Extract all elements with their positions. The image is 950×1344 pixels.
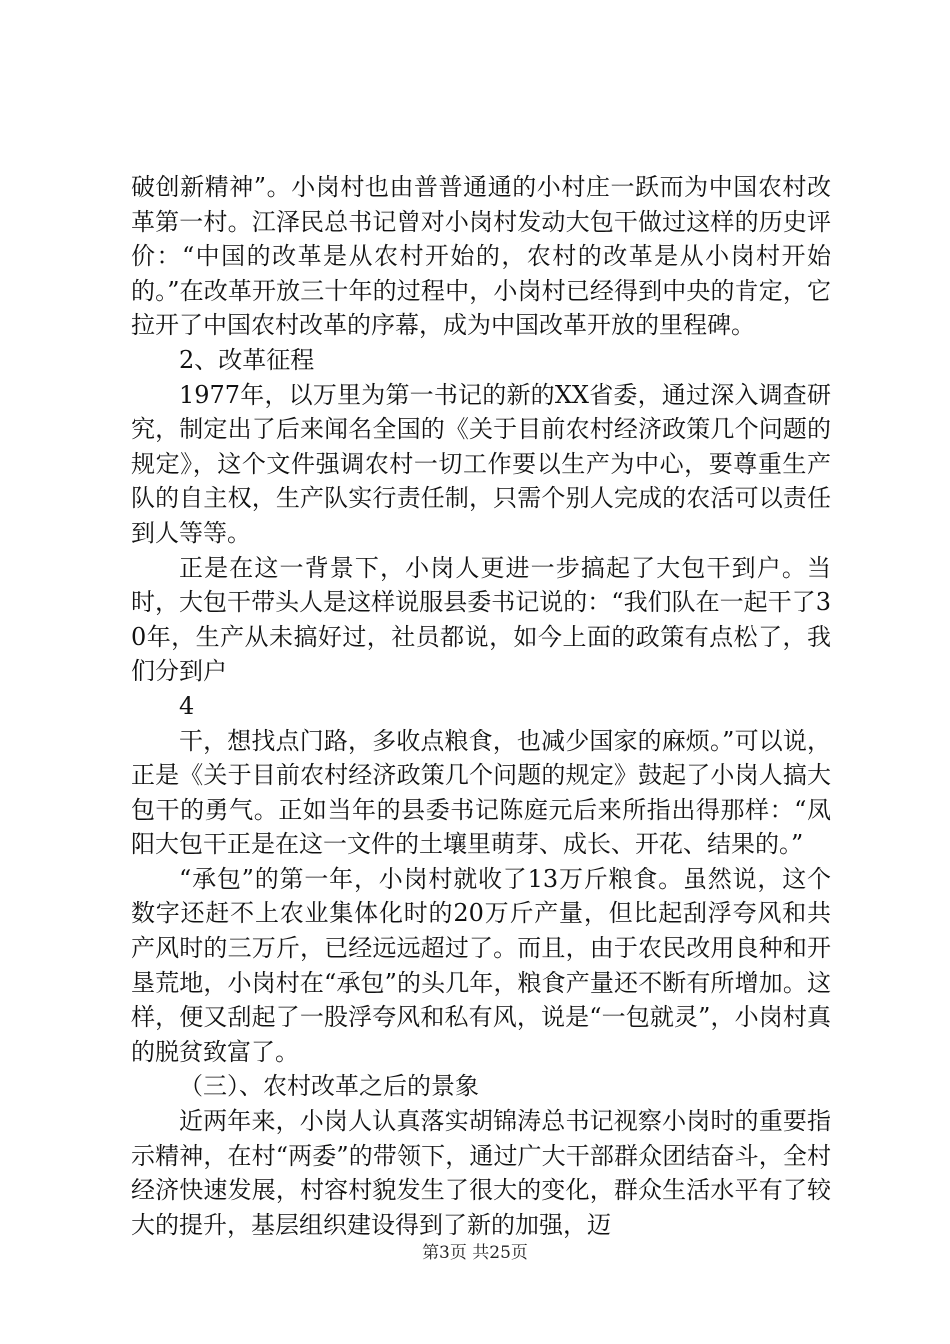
paragraph-recent-years: 近两年来，小岗人认真落实胡锦涛总书记视察小岗时的重要指示精神，在村“两委”的带领下，通过广大干部群众团结奋斗，全村经济快速发展，村容村貌发生了很大的变化，群众生活水平有了较大的提升，基层组织建设得到了新的加强，迈: [131, 1107, 831, 1239]
paragraph-contract-first-year: “承包”的第一年，小岗村就收了13万斤粮食。虽然说，这个数字还赶不上农业集体化时的20万斤产量，但比起刮浮夸风和共产风时的三万斤，已经远远超过了。而且，由于农民改用良种和开垦荒地，小岗村在“承包”的头几年，粮食产量还不断有所增加。这样，便又刮起了一股浮夸风和私有风，说是“一包就灵”，小岗村真的脱贫致富了。: [131, 864, 831, 1066]
section-heading-after-reform: （三）、农村改革之后的景象: [179, 1072, 479, 1101]
inline-page-number: 4: [179, 691, 195, 720]
document-body: [131, 170, 831, 1242]
paragraph-regulations: 干，想找点门路，多收点粮食，也减少国家的麻烦。”可以说，正是《关于目前农村经济政策几个问题的规定》鼓起了小岗人搞大包干的勇气。正如当年的县委书记陈庭元后来所指出得那样：“凤阳大包干正是在这一文件的土壤里萌芽、成长、开花、结果的。”: [131, 726, 831, 859]
paragraph-background: 正是在这一背景下，小岗人更进一步搞起了大包干到户。当时，大包干带头人是这样说服县委书记说的：“我们队在一起干了30年，生产从未搞好过，社员都说，如今上面的政策有点松了，我们分到户: [131, 553, 831, 686]
paragraph-1977: 1977年，以万里为第一书记的新的XX省委，通过深入调查研究，制定出了后来闻名全国的《关于目前农村经济政策几个问题的规定》，这个文件强调农村一切工作要以生产为中心，要尊重生产队的自主权，生产队实行责任制，只需个别人完成的农活可以责任到人等等。: [131, 380, 831, 547]
paragraph-continuation: 破创新精神”。小岗村也由普普通通的小村庄一跃而为中国农村改革第一村。江泽民总书记曾对小岗村发动大包干做过这样的历史评价：“中国的改革是从农村开始的，农村的改革是从小岗村开始的。”在改革开放三十年的过程中，小岗村已经得到中央的肯定，它拉开了中国农村改革的序幕，成为中国改革开放的里程碑。: [131, 173, 831, 340]
page-footer: 第3页 共25页: [422, 1243, 528, 1263]
section-heading-reform-process: 2、改革征程: [179, 345, 315, 374]
